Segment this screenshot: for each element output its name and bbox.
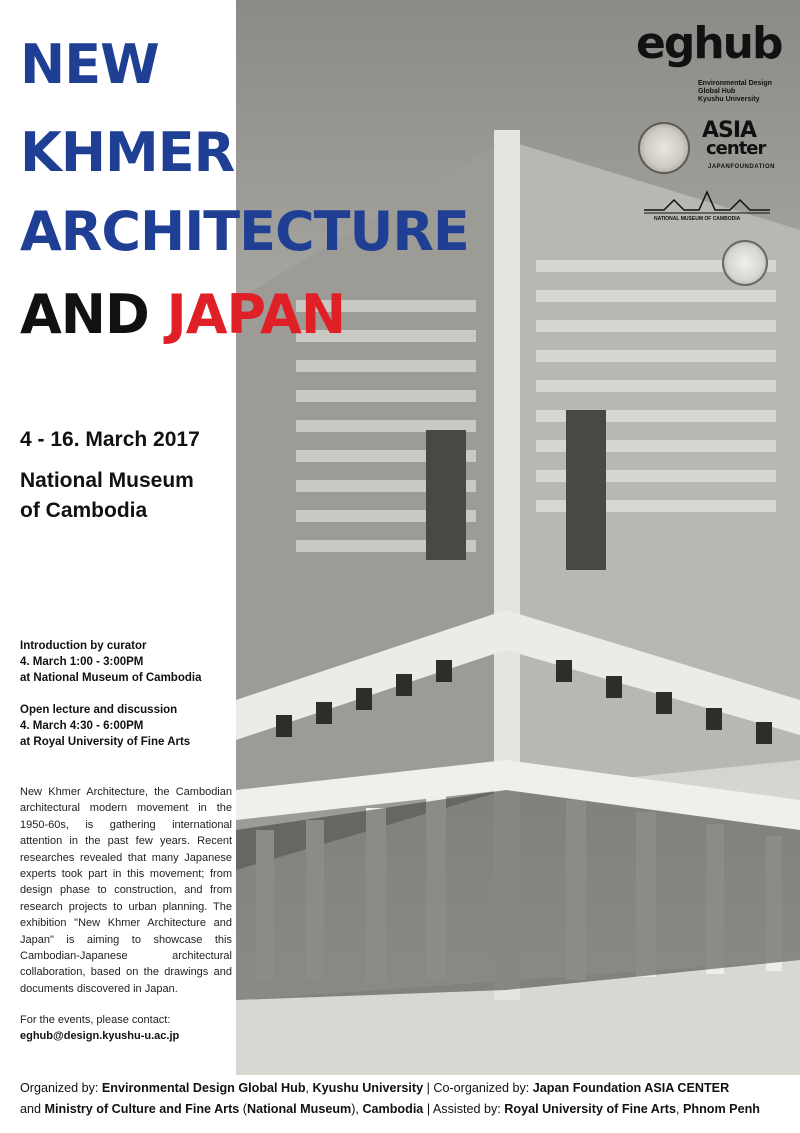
eghub-wordmark: eghub xyxy=(636,18,782,69)
eghub-sub-line3: Kyushu University xyxy=(698,96,760,103)
program-time: 4. March 1:00 - 3:00PM xyxy=(20,656,144,668)
title-line-and-japan xyxy=(20,283,346,346)
assistant-university: Royal University of Fine Arts xyxy=(504,1102,676,1116)
venue-line1: National Museum xyxy=(20,469,194,492)
venue-line2: of Cambodia xyxy=(20,499,148,522)
paren-close: ), xyxy=(351,1102,363,1116)
credits-footer xyxy=(0,1075,800,1133)
eghub-sub-line1: Environmental Design xyxy=(698,80,772,87)
coorganizer-ministry: Ministry of Culture and Fine Arts xyxy=(44,1102,240,1116)
title-japan: JAPAN xyxy=(166,283,346,346)
center-wordmark: center xyxy=(706,138,766,159)
contact-email-link[interactable]: eghub@design.kyushu-u.ac.jp xyxy=(20,1030,180,1042)
organizer-university: Kyushu University xyxy=(312,1081,424,1095)
program-place: at Royal University of Fine Arts xyxy=(20,736,191,748)
and-label: and xyxy=(20,1102,45,1116)
japan-foundation-label: JAPANFOUNDATION xyxy=(708,164,775,170)
museum-caption: NATIONAL MUSEUM OF CAMBODIA xyxy=(654,216,741,222)
organizer-name: Environmental Design Global Hub xyxy=(101,1081,306,1095)
program-place: at National Museum of Cambodia xyxy=(20,672,202,684)
title-line-architecture: ARCHITECTURE xyxy=(20,200,469,263)
description-paragraph: New Khmer Architecture, the Cambodian architectural modern movement in the 1950-60s, is gathering international attention in the past few years. Recent researches revealed that many Japanese experts took part in this movement; from design phase to construction, and from research projects to urban planning. The exhibition "New Khmer Architecture and Japan" is aiming to showcase this Cambodian-Japanese architectural collaboration, based on the drawings and documents discovered in Japan. xyxy=(20,786,232,995)
ministry-seal-logo xyxy=(638,122,690,174)
national-museum-logo xyxy=(644,190,770,226)
museum-roof-icon xyxy=(644,190,770,216)
program-title: Open lecture and discussion xyxy=(20,704,178,716)
separator: , xyxy=(676,1102,683,1116)
program-item xyxy=(20,638,235,686)
program-item xyxy=(20,702,235,750)
description xyxy=(20,784,232,997)
coorganized-label: | Co-organized by: xyxy=(423,1081,533,1095)
asia-wordmark: ASIA xyxy=(702,118,757,143)
coorganizer-japan-foundation: Japan Foundation ASIA CENTER xyxy=(532,1081,730,1095)
program-time: 4. March 4:30 - 6:00PM xyxy=(20,720,144,732)
organized-label: Organized by: xyxy=(20,1081,102,1095)
eghub-logo xyxy=(636,18,782,104)
title-and: AND xyxy=(20,283,149,346)
title-line-khmer: KHMER xyxy=(20,121,235,184)
contact-block xyxy=(20,1012,235,1044)
assistant-city: Phnom Penh xyxy=(683,1102,760,1116)
credits-line2 xyxy=(20,1100,800,1118)
coorganizer-museum: National Museum xyxy=(246,1102,352,1116)
eghub-sub-line2: Global Hub xyxy=(698,88,736,95)
event-program xyxy=(20,638,235,766)
exhibition-dates: 4 - 16. March 2017 xyxy=(20,428,200,451)
program-title: Introduction by curator xyxy=(20,640,147,652)
asia-center-logo xyxy=(700,120,780,180)
credits-line1 xyxy=(20,1079,800,1097)
eghub-subtitle xyxy=(698,80,772,104)
royal-university-seal-logo xyxy=(722,240,768,286)
title-line-new: NEW xyxy=(20,33,159,96)
coorganizer-country: Cambodia xyxy=(362,1102,424,1116)
contact-text: For the events, please contact: xyxy=(20,1014,171,1026)
exhibition-venue xyxy=(20,466,235,526)
assisted-label: | Assisted by: xyxy=(423,1102,505,1116)
separator: , xyxy=(305,1081,313,1095)
paren-open: ( xyxy=(239,1102,247,1116)
